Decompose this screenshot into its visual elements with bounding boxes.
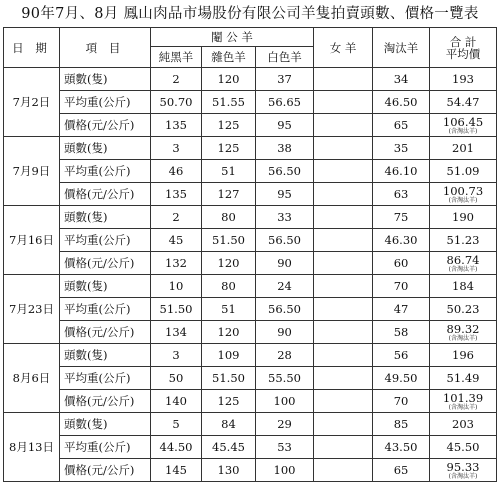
- includes-culled-note: (含淘汰羊): [448, 196, 478, 204]
- value-cell: 190: [430, 206, 497, 229]
- row-label-cell: 價格(元/公斤): [60, 252, 151, 275]
- table-row: [4, 183, 497, 206]
- total-avg-price-cell: [430, 252, 497, 275]
- value-cell: [314, 413, 373, 436]
- total-avg-price-cell: [430, 390, 497, 413]
- value-cell: 125: [202, 390, 256, 413]
- row-label-cell: 價格(元/公斤): [60, 183, 151, 206]
- value-cell: 95: [256, 114, 314, 137]
- auction-table: [3, 27, 497, 482]
- value-cell: 135: [151, 114, 202, 137]
- value-cell: 29: [256, 413, 314, 436]
- document-title: 90年7月、8月 鳳山肉品市場股份有限公司羊隻拍賣頭數、價格一覽表: [21, 6, 479, 22]
- value-cell: 135: [151, 183, 202, 206]
- value-cell: 51.50: [202, 367, 256, 390]
- value-cell: [314, 114, 373, 137]
- row-label-cell: 頭數(隻): [60, 344, 151, 367]
- value-cell: 100: [256, 459, 314, 482]
- value-cell: [314, 436, 373, 459]
- value-cell: 56.50: [256, 160, 314, 183]
- value-cell: [314, 91, 373, 114]
- value-cell: 184: [430, 275, 497, 298]
- value-cell: [314, 321, 373, 344]
- row-label-cell: 價格(元/公斤): [60, 114, 151, 137]
- value-cell: 2: [151, 68, 202, 91]
- value-cell: 90: [256, 252, 314, 275]
- value-cell: 24: [256, 275, 314, 298]
- value-cell: 2: [151, 206, 202, 229]
- value-cell: [314, 160, 373, 183]
- value-cell: 51.09: [430, 160, 497, 183]
- date-cell: 7月16日: [4, 206, 60, 275]
- value-cell: 127: [202, 183, 256, 206]
- header-mixed: 雜色羊: [202, 47, 256, 68]
- value-cell: 80: [202, 206, 256, 229]
- value-cell: 35: [373, 137, 430, 160]
- row-label-cell: 平均重(公斤): [60, 229, 151, 252]
- table-row: [4, 160, 497, 183]
- row-label-cell: 頭數(隻): [60, 275, 151, 298]
- value-cell: 33: [256, 206, 314, 229]
- value-cell: 56: [373, 344, 430, 367]
- value-cell: 130: [202, 459, 256, 482]
- value-cell: [314, 137, 373, 160]
- value-cell: 58: [373, 321, 430, 344]
- table-row: [4, 390, 497, 413]
- table-row: [4, 344, 497, 367]
- row-label-cell: 平均重(公斤): [60, 436, 151, 459]
- date-cell: 7月23日: [4, 275, 60, 344]
- value-cell: 51.49: [430, 367, 497, 390]
- table-row: [4, 459, 497, 482]
- row-label-cell: 頭數(隻): [60, 68, 151, 91]
- value-cell: 44.50: [151, 436, 202, 459]
- header-date: 日 期: [4, 28, 60, 68]
- table-row: [4, 275, 497, 298]
- avg-price-value: 101.39: [442, 390, 484, 405]
- includes-culled-note: (含淘汰羊): [448, 127, 478, 135]
- avg-price-value: 100.73: [442, 183, 484, 198]
- value-cell: [314, 298, 373, 321]
- value-cell: 46: [151, 160, 202, 183]
- value-cell: 47: [373, 298, 430, 321]
- value-cell: [314, 275, 373, 298]
- table-row: [4, 229, 497, 252]
- value-cell: 38: [256, 137, 314, 160]
- includes-culled-note: (含淘汰羊): [448, 265, 478, 273]
- value-cell: 95: [256, 183, 314, 206]
- value-cell: 196: [430, 344, 497, 367]
- avg-price-value: 86.74: [446, 252, 480, 267]
- value-cell: [314, 183, 373, 206]
- date-cell: 8月6日: [4, 344, 60, 413]
- date-cell: 7月2日: [4, 68, 60, 137]
- value-cell: 63: [373, 183, 430, 206]
- value-cell: 120: [202, 321, 256, 344]
- total-avg-price-cell: [430, 459, 497, 482]
- value-cell: 28: [256, 344, 314, 367]
- value-cell: 56.50: [256, 229, 314, 252]
- value-cell: 70: [373, 390, 430, 413]
- value-cell: 51: [202, 160, 256, 183]
- value-cell: 53: [256, 436, 314, 459]
- table-row: [4, 298, 497, 321]
- header-group-wether: 閹 公 羊: [151, 28, 314, 47]
- table-row: [4, 367, 497, 390]
- row-label-cell: 平均重(公斤): [60, 367, 151, 390]
- value-cell: 75: [373, 206, 430, 229]
- header-total-bottom: 平均價: [445, 46, 481, 61]
- row-label-cell: 價格(元/公斤): [60, 321, 151, 344]
- value-cell: 84: [202, 413, 256, 436]
- date-cell: 8月13日: [4, 413, 60, 482]
- value-cell: 56.50: [256, 298, 314, 321]
- value-cell: 46.30: [373, 229, 430, 252]
- row-label-cell: 平均重(公斤): [60, 91, 151, 114]
- header-pure-black: 純黑羊: [151, 47, 202, 68]
- header-total-top: 合 計: [449, 34, 477, 49]
- value-cell: 51.50: [202, 229, 256, 252]
- value-cell: 3: [151, 137, 202, 160]
- value-cell: 90: [256, 321, 314, 344]
- value-cell: 203: [430, 413, 497, 436]
- value-cell: 85: [373, 413, 430, 436]
- value-cell: [314, 229, 373, 252]
- header-culled: 淘汰羊: [373, 28, 430, 68]
- value-cell: 65: [373, 459, 430, 482]
- value-cell: 140: [151, 390, 202, 413]
- value-cell: 65: [373, 114, 430, 137]
- avg-price-value: 89.32: [446, 321, 480, 336]
- value-cell: 51: [202, 298, 256, 321]
- header-white: 白色羊: [256, 47, 314, 68]
- row-label-cell: 頭數(隻): [60, 206, 151, 229]
- value-cell: [314, 68, 373, 91]
- avg-price-value: 95.33: [446, 459, 480, 474]
- table-body: [4, 28, 497, 482]
- value-cell: 125: [202, 137, 256, 160]
- total-avg-price-cell: [430, 321, 497, 344]
- table-row: [4, 252, 497, 275]
- value-cell: [314, 206, 373, 229]
- value-cell: 51.23: [430, 229, 497, 252]
- value-cell: 145: [151, 459, 202, 482]
- value-cell: 5: [151, 413, 202, 436]
- value-cell: 120: [202, 68, 256, 91]
- table-row: [4, 137, 497, 160]
- value-cell: 45.45: [202, 436, 256, 459]
- value-cell: 45.50: [430, 436, 497, 459]
- value-cell: 50.70: [151, 91, 202, 114]
- table-row: [4, 413, 497, 436]
- value-cell: 80: [202, 275, 256, 298]
- value-cell: [314, 344, 373, 367]
- table-row: [4, 91, 497, 114]
- value-cell: 49.50: [373, 367, 430, 390]
- date-cell: 7月9日: [4, 137, 60, 206]
- value-cell: 46.50: [373, 91, 430, 114]
- value-cell: 70: [373, 275, 430, 298]
- value-cell: 109: [202, 344, 256, 367]
- value-cell: 37: [256, 68, 314, 91]
- header-female: 女 羊: [314, 28, 373, 68]
- row-label-cell: 頭數(隻): [60, 413, 151, 436]
- value-cell: 125: [202, 114, 256, 137]
- value-cell: 51.55: [202, 91, 256, 114]
- value-cell: 56.65: [256, 91, 314, 114]
- value-cell: 193: [430, 68, 497, 91]
- table-row: [4, 206, 497, 229]
- value-cell: [314, 459, 373, 482]
- value-cell: 10: [151, 275, 202, 298]
- value-cell: 134: [151, 321, 202, 344]
- value-cell: 50: [151, 367, 202, 390]
- value-cell: [314, 390, 373, 413]
- value-cell: [314, 252, 373, 275]
- value-cell: 132: [151, 252, 202, 275]
- row-label-cell: 平均重(公斤): [60, 160, 151, 183]
- header-total: [430, 28, 497, 68]
- value-cell: 50.23: [430, 298, 497, 321]
- table-row: [4, 321, 497, 344]
- value-cell: 43.50: [373, 436, 430, 459]
- value-cell: 54.47: [430, 91, 497, 114]
- value-cell: 60: [373, 252, 430, 275]
- row-label-cell: 價格(元/公斤): [60, 390, 151, 413]
- header-item: 項 目: [60, 28, 151, 68]
- table-row: [4, 436, 497, 459]
- total-avg-price-cell: [430, 114, 497, 137]
- value-cell: 45: [151, 229, 202, 252]
- value-cell: 51.50: [151, 298, 202, 321]
- value-cell: 3: [151, 344, 202, 367]
- includes-culled-note: (含淘汰羊): [448, 472, 478, 480]
- row-label-cell: 價格(元/公斤): [60, 459, 151, 482]
- value-cell: 201: [430, 137, 497, 160]
- value-cell: 55.50: [256, 367, 314, 390]
- includes-culled-note: (含淘汰羊): [448, 334, 478, 342]
- header-row-top: [4, 28, 497, 47]
- value-cell: 34: [373, 68, 430, 91]
- includes-culled-note: (含淘汰羊): [448, 403, 478, 411]
- value-cell: [314, 367, 373, 390]
- avg-price-value: 106.45: [442, 114, 484, 129]
- table-row: [4, 68, 497, 91]
- row-label-cell: 平均重(公斤): [60, 298, 151, 321]
- value-cell: 120: [202, 252, 256, 275]
- value-cell: 46.10: [373, 160, 430, 183]
- table-row: [4, 114, 497, 137]
- row-label-cell: 頭數(隻): [60, 137, 151, 160]
- total-avg-price-cell: [430, 183, 497, 206]
- value-cell: 100: [256, 390, 314, 413]
